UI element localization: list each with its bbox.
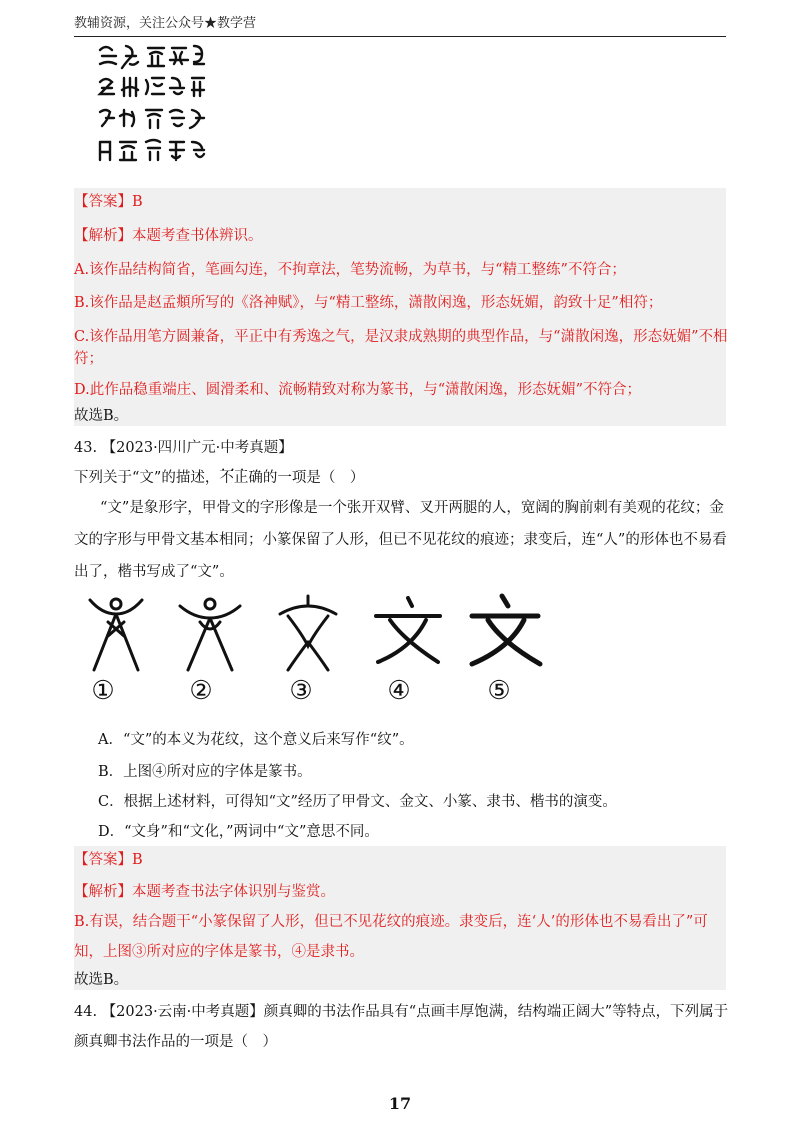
option-d: D．“文身”和“文化，”两词中“文”意思不同。 [98, 824, 379, 840]
glyph-label-2: ② [189, 676, 213, 706]
question-44-line2: 颜真卿书法作品的一项是（ ） [74, 1034, 277, 1050]
option-c: C．根据上述材料，可得知“文”经历了甲骨文、金文、小篆、隶书、楷书的演变。 [98, 794, 617, 810]
analysis-b-line2: 知，上图③所对应的字体是篆书，④是隶书。 [74, 944, 364, 960]
analysis-b: B.该作品是赵孟頫所写的《洛神赋》，与“精工整练，潇散闲逸，形态妩媚，韵致十足”相符； [74, 295, 663, 311]
glyph-bronze [170, 592, 250, 672]
conclusion-2: 故选B。 [74, 972, 129, 988]
glyph-label-5: ⑤ [487, 676, 511, 706]
question-43-title: 43. 【2023·四川广元·中考真题】 [74, 440, 293, 456]
glyph-small-seal [268, 592, 348, 672]
stem-post: 的一项是（ ） [262, 470, 365, 486]
conclusion-1: 故选B。 [74, 408, 129, 424]
glyph-label-3: ③ [289, 676, 313, 706]
glyph-label-4: ④ [387, 676, 411, 706]
question-43-stem [74, 468, 734, 488]
analysis-c-line1: C.该作品用笔方圆兼备，平正中有秀逸之气，是汉隶成熟期的典型作品，与“潇散闲逸，形态妩媚”不相 [74, 329, 728, 345]
page-number: 17 [388, 1094, 412, 1113]
glyph-label-1: ① [91, 676, 115, 706]
option-b: B．上图④所对应的字体是篆书。 [98, 764, 312, 780]
analysis-a: A.该作品结构简省，笔画勾连，不拘章法，笔势流畅，为草书，与“精工整练”不符合； [74, 262, 626, 278]
passage-line-3: 出了，楷书写成了“文”。 [74, 564, 234, 580]
page-header [74, 14, 726, 37]
seal-script-artwork [96, 42, 206, 176]
header-text: 教辅资源，关注公众号★教学营 [74, 16, 257, 31]
analysis-head-1: 【解析】本题考查书体辨识。 [74, 228, 263, 244]
glyph-oracle-bone [76, 592, 156, 672]
analysis-d: D.此作品稳重端庄、圆滑柔和、流畅精致对称为篆书，与“潇散闲逸，形态妩媚”不符合； [74, 382, 642, 398]
passage-line-1: “文”是象形字，甲骨文的字形像是一个张开双臂、叉开两腿的人，宽阔的胸前刺有美观的花纹；金 [100, 500, 724, 516]
option-a: A．“文”的本义为花纹，这个意义后来写作“纹”。 [98, 732, 414, 748]
analysis-head-2: 【解析】本题考查书法字体识别与鉴赏。 [74, 884, 335, 900]
glyph-regular [466, 592, 546, 672]
analysis-c-line2: 符； [74, 351, 103, 367]
stem-pre: 下列关于“文”的描述， [74, 470, 220, 486]
glyph-clerical [368, 592, 448, 672]
answer-label-1: 【答案】B [74, 194, 143, 210]
stem-emphasis: • • • 不正确 [219, 470, 263, 486]
question-44-line1: 44. 【2023·云南·中考真题】颜真卿的书法作品具有“点画丰厚饱满，结构端正阔大”等特点，下列属于 [74, 1004, 729, 1020]
answer-label-2: 【答案】B [74, 852, 143, 868]
analysis-b-line1: B.有误，结合题干“小篆保留了人形，但已不见花纹的痕迹。隶变后，连‘人’的形体也不易看出了”可 [74, 914, 708, 930]
passage-line-2: 文的字形与甲骨文基本相同；小篆保留了人形，但已不见花纹的痕迹；隶变后，连“人”的形体也不易看 [74, 532, 727, 548]
